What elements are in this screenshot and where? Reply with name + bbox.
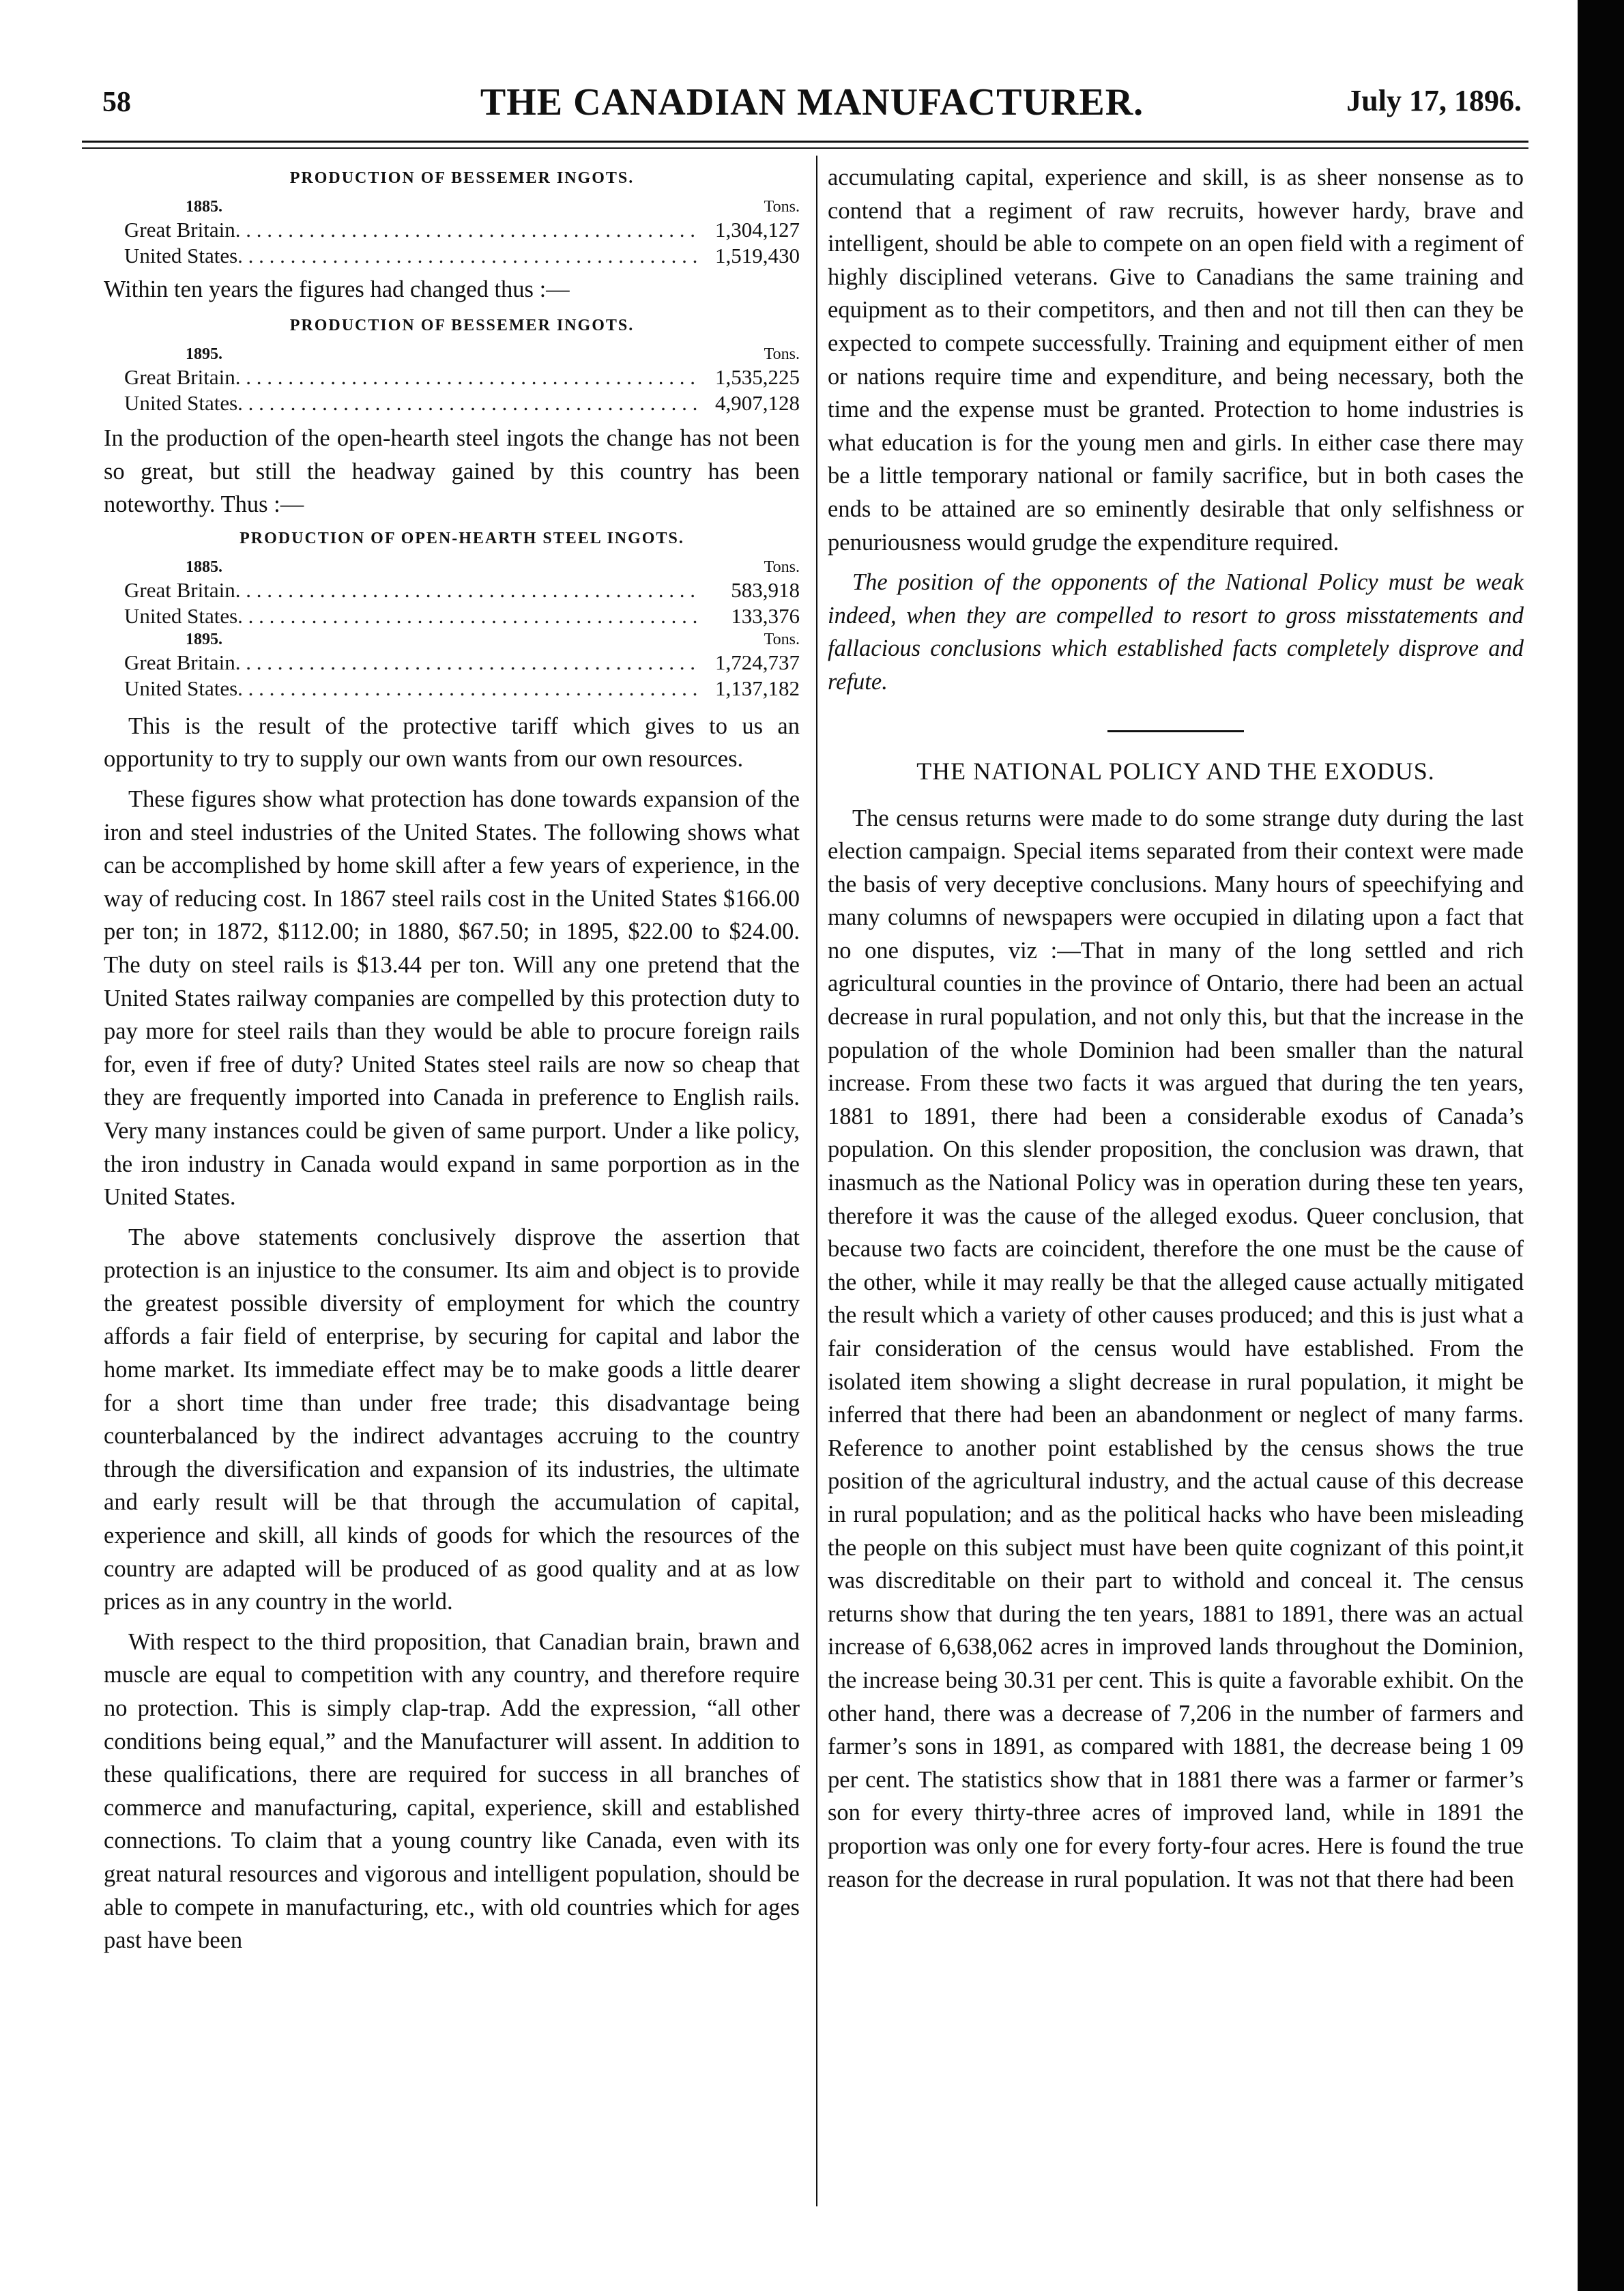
table-caption: PRODUCTION OF BESSEMER INGOTS. [289,169,635,187]
scan-edge [1578,0,1624,2291]
table-row: Great Britain . . . 583,918 [124,577,800,603]
paragraph: The position of the opponents of the National Policy must be weak indeed, when they are compelled to resort to gross misstatements and fallacious conclusions which established facts completely disprove and refute. [828,569,1524,695]
table-year: 1895. [186,345,222,363]
page-number: 58 [102,87,131,118]
issue-date: July 17, 1896. [1346,84,1522,117]
publication-title: THE CANADIAN MANUFACTURER. [480,81,1144,124]
section-separator [1107,730,1244,732]
left-column [104,161,800,1957]
transition-line: Within ten years the figures had changed thus :— [104,276,570,302]
table-unit: Tons. [764,198,800,216]
table-year: 1885. [186,198,222,216]
table-bessemer-1895 [124,313,800,416]
table-year: 1895. [186,630,222,648]
table-caption: PRODUCTION OF BESSEMER INGOTS. [289,317,635,334]
table-row: Great Britain . . . 1,535,225 [124,364,800,390]
paragraph: accumulating capital, experience and skill, is as sheer nonsense as to contend that a regiment of raw recruits, however hardy, brave and intelligent, should be able to compete on an open field with a regiment of highly disciplined veterans. Give to Canadians the same training and equipment as to their competitors, and then and not till then can they be expected to compete successfully. Training and equipment either of men or nations require time and expenditure, and being necessary, both the time and the expense must be granted. Protection to home industries is what education is for the young men and girls. In either case there may be a little temporary national or family sacrifice, but in both cases the ends to be attained are so eminently desirable that only selfishness or penuriousness would grudge the expenditure required. [828,164,1524,556]
table-open-hearth [124,525,800,702]
right-column [828,161,1524,1896]
paragraph: With respect to the third proposition, that Canadian brain, brawn and muscle are equal to competition with any country, and therefore require no protection. This is simply clap-trap. Add the expression, “all other conditions being equal,” and the Manufacturer will assent. In addition to these qualifications, there are required for success in all branches of commerce and manufacturing, capital, experience, skill and established connections. To claim that a young country like Canada, even with its great natural resources and vigorous and intelligent population, should be able to compete in manufacturing, etc., with old countries which for ages past have been [104,1628,800,1954]
table-row: Great Britain . . . 1,304,127 [124,217,800,243]
header-rule-bottom [82,147,1528,149]
paragraph: This is the result of the protective tariff which gives to us an opportunity to try to supply our own wants from our own resources. [104,712,800,773]
column-divider [816,156,817,2206]
section-title: THE NATIONAL POLICY AND THE EXODUS. [916,757,1435,785]
table-unit: Tons. [764,558,800,576]
table-row: United States . . . 133,376 [124,603,800,629]
page-header [102,81,1522,127]
table-row: United States . . . 4,907,128 [124,390,800,416]
table-row: United States . . . 1,137,182 [124,676,800,702]
table-year: 1885. [186,558,222,576]
table-row: Great Britain . . . 1,724,737 [124,650,800,676]
header-rule-top [82,141,1528,143]
table-unit: Tons. [764,345,800,363]
paragraph: In the production of the open-hearth steel ingots the change has not been so great, but still the headway gained by this country has been noteworthy. Thus :— [104,425,800,518]
table-unit: Tons. [764,630,800,648]
paragraph: These figures show what protection has done towards expansion of the iron and steel industries of the United States. The following shows what can be accomplished by home skill after a few years of experience, in the way of reducing cost. In 1867 steel rails cost in the United States $166.00 per ton; in 1872, $112.00; in 1880, $67.50; in 1895, $22.00 to $24.00. The duty on steel rails is $13.44 per ton. Will any one pretend that the United States railway companies are compelled by this protection duty to pay more for steel rails than they would be able to procure foreign rails for, even if free of duty? United States steel rails are now so cheap that they are frequently imported into Canada in preference to English rails. Very many instances could be given of same purport. Under a like policy, the iron industry in Canada would expand in same porportion as in the United States. [104,786,800,1211]
paragraph: The above statements conclusively disprove the assertion that protection is an injustice to the consumer. Its aim and object is to provide the greatest possible diversity of employment for which the country affords a fair field of enterprise, by securing for capital and labor the home market. Its immediate effect may be to make goods a little dearer for a short time than under free trade; this disadvantage being counterbalanced by the indirect advantages accruing to the country through the diversification and expansion of its industries, the ultimate and early result will be that through the accumulation of capital, experience and skill, all kinds of goods for which the resources of the country are adapted will be produced of as good quality and at as low prices as in any country in the world. [104,1224,800,1615]
table-caption: PRODUCTION OF OPEN-HEARTH STEEL INGOTS. [240,529,684,547]
paragraph: The census returns were made to do some strange duty during the last election campaign. Special items separated from their context were made the basis of very deceptive conclusions. Many hours of speechifying and many columns of newspapers were occupied in dilating upon a fact that no one disputes, viz :—That in many of the long settled and rich agricultural counties in the province of Ontario, there had been an actual decrease in rural population, and not only this, but that the increase in the population of the whole Dominion had been smaller than the natural increase. From these two facts it was argued that during the ten years, 1881 to 1891, there had been a considerable exodus of Canada’s population. On this slender proposition, the conclusion was drawn, that inasmuch as the National Policy was in operation during these ten years, therefore it was the cause of the alleged exodus. Queer conclusion, that because two facts are coincident, therefore the one must be the cause of the other, while it may really be that the alleged cause actually mitigated the result which a variety of other causes produced; and this is just what a fair consideration of the census would have established. From the isolated item showing a slight decrease in rural population, it might be inferred that there had been an abandonment or neglect of many farms. Reference to another point established by the census shows the true position of the agricultural industry, and the actual cause of this decrease in rural population; and as the political hacks who have been misleading the people on this subject must have been quite cognizant of this point,it was discreditable on their part to withold and conceal it. The census returns show that during the ten years, 1881 to 1891, there was an actual increase of 6,638,062 acres in improved lands throughout the Dominion, the increase being 30.31 per cent. This is quite a favorable exhibit. On the other hand, there was a decrease of 7,206 in the number of farmers and farmer’s sons in 1891, as compared with 1881, the decrease being 1 09 per cent. The statistics show that in 1881 there was a farmer or farmer’s son for every thirty-three acres of improved land, while in 1891 the proportion was only one for every forty-four acres. Here is found the true reason for the decrease in rural population. It was not that there had been [828,805,1524,1892]
table-bessemer-1885 [124,165,800,269]
table-row: United States . . . 1,519,430 [124,243,800,269]
